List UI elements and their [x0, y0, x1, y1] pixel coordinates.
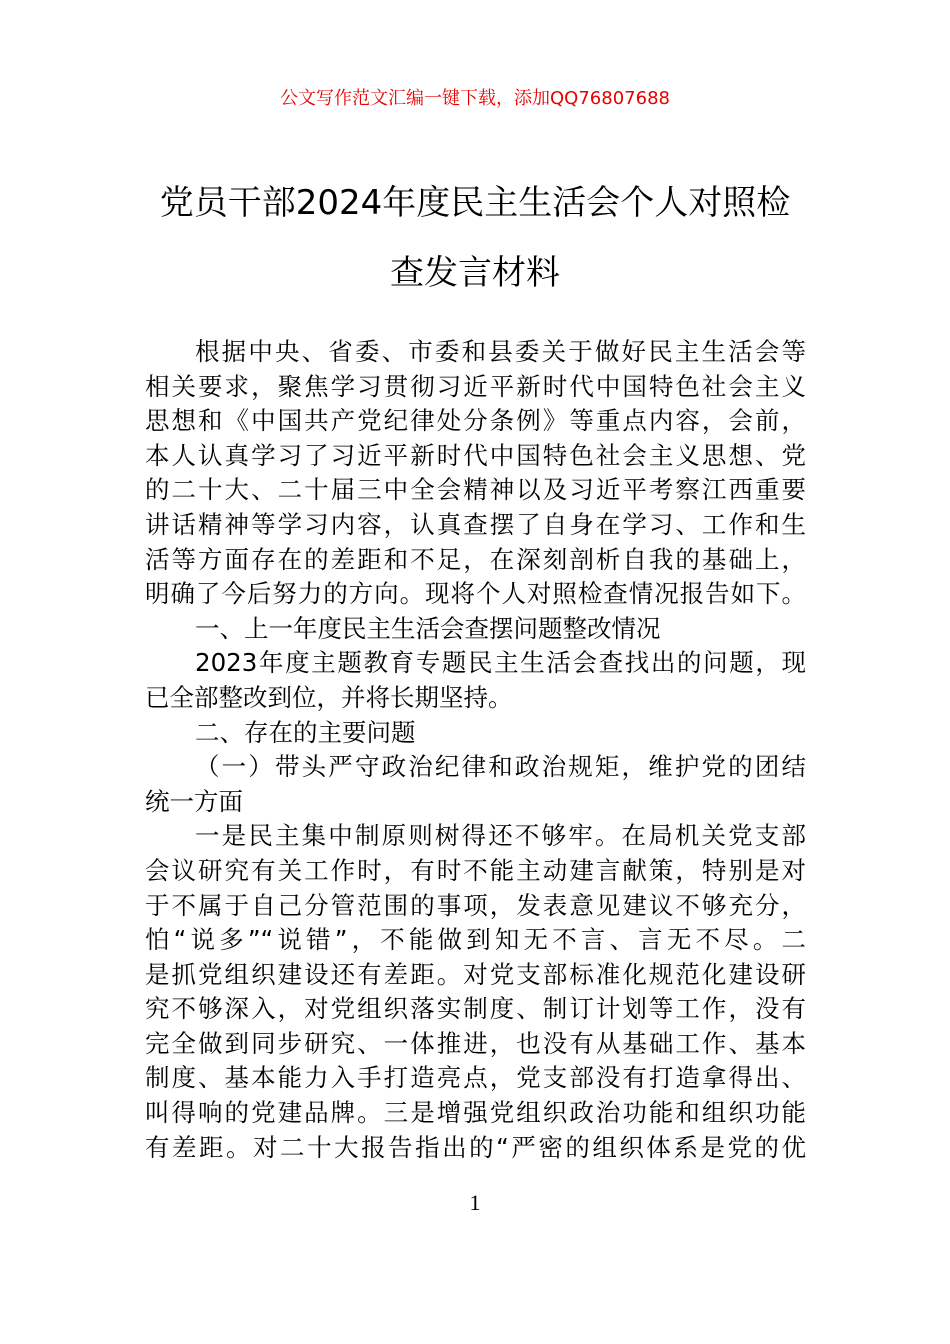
text-line: 根据中央、省委、市委和县委关于做好民主生活会等: [195, 337, 806, 366]
text-line: 一、上一年度民主生活会查摆问题整改情况: [195, 613, 661, 643]
text-line: 活等方面存在的差距和不足，在深刻剖析自我的基础上，: [145, 544, 806, 574]
text-line: 本人认真学习了习近平新时代中国特色社会主义思想、党: [145, 440, 806, 470]
text-line: （一）带头严守政治纪律和政治规矩，维护党的团结: [195, 752, 806, 782]
title-line-1: 党员干部2024年度民主生活会个人对照检: [159, 183, 791, 223]
text-line: 一是民主集中制原则树得还不够牢。在局机关党支部: [195, 821, 806, 851]
text-line: 制度、基本能力入手打造亮点，党支部没有打造拿得出、: [145, 1063, 806, 1093]
text-line: 叫得响的党建品牌。三是增强党组织政治功能和组织功能: [145, 1098, 806, 1128]
text-line: 完全做到同步研究、一体推进，也没有从基础工作、基本: [145, 1028, 806, 1058]
text-line: 讲话精神等学习内容，认真查摆了自身在学习、工作和生: [145, 509, 806, 539]
paragraph: [145, 750, 806, 819]
text-line: 怕“说多”“说错”，不能做到知无不言、言无不尽。二: [145, 925, 806, 955]
text-line: 是抓党组织建设还有差距。对党支部标准化规范化建设研: [145, 959, 806, 989]
text-line: 的二十大、二十届三中全会精神以及习近平考察江西重要: [145, 475, 806, 505]
title-line-2: 查发言材料: [390, 253, 560, 293]
text-line: 二、存在的主要问题: [195, 717, 416, 747]
paragraph: [145, 646, 806, 715]
paragraph: [145, 716, 806, 751]
download-banner: 公文写作范文汇编一键下载，添加QQ76807688: [280, 88, 670, 109]
text-line: 有差距。对二十大报告指出的“严密的组织体系是党的优: [145, 1132, 806, 1162]
text-line: 已全部整改到位，并将长期坚持。: [145, 682, 513, 712]
paragraph: [145, 612, 806, 647]
text-line: 2023年度主题教育专题民主生活会查找出的问题，现: [195, 648, 806, 678]
text-line: 明确了今后努力的方向。现将个人对照检查情况报告如下。: [145, 579, 806, 609]
page-number: 1: [469, 1190, 481, 1215]
text-line: 思想和《中国共产党纪律处分条例》等重点内容，会前，: [145, 406, 806, 436]
document-title: [120, 168, 830, 308]
text-line: 于不属于自己分管范围的事项，发表意见建议不够充分，: [145, 890, 806, 920]
document-body: [145, 335, 806, 1165]
text-line: 究不够深入，对党组织落实制度、制订计划等工作，没有: [145, 994, 806, 1024]
paragraph: [145, 335, 806, 612]
text-line: 会议研究有关工作时，有时不能主动建言献策，特别是对: [145, 855, 806, 885]
text-line: 统一方面: [145, 786, 243, 816]
paragraph: [145, 819, 806, 1165]
text-line: 相关要求，聚焦学习贯彻习近平新时代中国特色社会主义: [145, 371, 806, 401]
